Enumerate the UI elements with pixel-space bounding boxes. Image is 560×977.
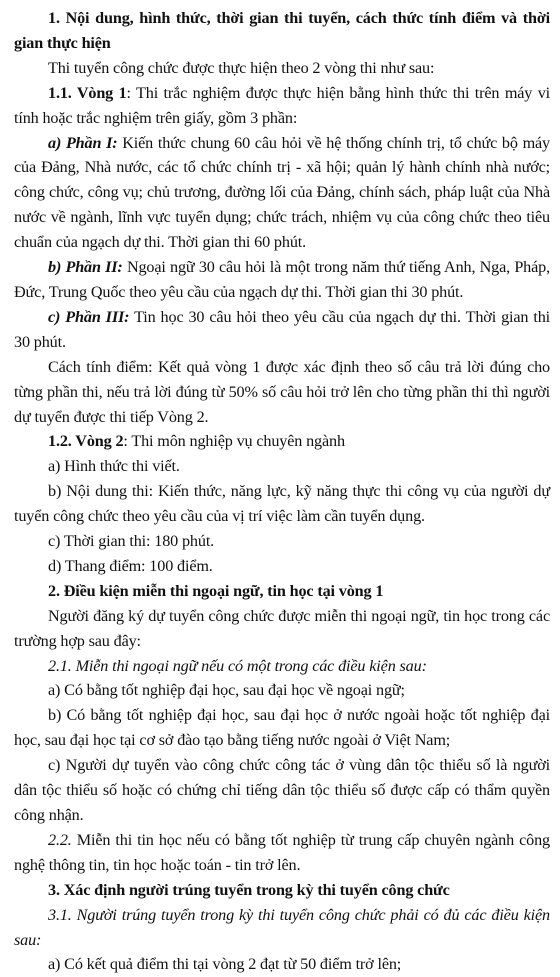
subsection-2-2-text: Miễn thi tin học nếu có bằng tốt nghiệp từ trung cấp chuyên ngành công nghệ thông tin, tin học hoặc toán - tin trở lên. [14,830,550,874]
part-2-text: Ngoại ngữ 30 câu hỏi là một trong năm thứ tiếng Anh, Nga, Pháp, Đức, Trung Quốc theo yêu cầu của ngạch dự thi. Thời gian thi 30 phút. [14,258,550,301]
subsection-2-1: 2.1. Miễn thi ngoại ngữ nếu có một trong các điều kiện sau: [48,656,427,675]
part-1-paragraph [14,131,550,256]
round-2-item-c: c) Thời gian thi: 180 phút. [48,532,215,551]
part-1-text: Kiến thức chung 60 câu hỏi về hệ thống chính trị, tổ chức bộ máy của Đảng, Nhà nước, các tổ chức chính trị - xã hội; quản lý hành chính nhà nước; công chức, công vụ; chủ trương, đường lối của Đảng, chính sách, pháp luật của Nhà nước về ngành, lĩnh vực tuyển dụng; chức trách, nhiệm vụ của công chức theo tiêu chuẩn của ngạch dự thi. Thời gian thi 60 phút. [14,133,550,252]
subsection-2-1-item-b: b) Có bằng tốt nghiệp đại học, sau đại học ở nước ngoài hoặc tốt nghiệp đại học, sau đại học tại cơ sở đào tạo bằng tiếng nước ngoài ở Việt Nam; [14,706,550,750]
scoring-paragraph: Cách tính điểm: Kết quả vòng 1 được xác định theo số câu trả lời đúng cho từng phần thi, nếu trả lời đúng từ 50% số câu hỏi trở lên cho từng phần thi thì người dự tuyển được thi tiếp Vòng 2. [14,357,550,426]
round-1-title: 1.1. Vòng 1 [48,83,127,102]
round-2-item-a: a) Hình thức thi viết. [48,457,180,476]
subsection-3-1-item-a: a) Có kết quả điểm thi tại vòng 2 đạt từ 50 điểm trở lên; [48,955,402,974]
subsection-3-1: 3.1. Người trúng tuyển trong kỳ thi tuyển công chức phải có đủ các điều kiện sau: [14,905,550,949]
round-2-text: : Thi môn nghiệp vụ chuyên ngành [123,432,345,451]
part-1-label: a) Phần I: [48,133,118,152]
round-2-title: 1.2. Vòng 2 [48,432,124,451]
subsection-2-2-label: 2.2. [48,830,72,849]
subsection-2-2 [14,828,550,878]
subsection-2-1-item-c: c) Người dự tuyển vào công chức công tác ở vùng dân tộc thiểu số là người dân tộc thiểu số hoặc có chứng chỉ tiếng dân tộc thiểu số được cấp có thẩm quyền công nhận. [14,756,550,824]
section-2-heading: 2. Điều kiện miễn thi ngoại ngữ, tin học tại vòng 1 [48,581,384,600]
section-1-heading: 1. Nội dung, hình thức, thời gian thi tuyển, cách thức tính điểm và thời gian thực hiện [14,9,550,52]
round-2-item-b: b) Nội dung thi: Kiến thức, năng lực, kỹ năng thực thi công vụ của người dự tuyển công chức theo yêu cầu của vị trí việc làm cần tuyển dụng. [14,482,550,526]
section-3-heading: 3. Xác định người trúng tuyển trong kỳ thi tuyển công chức [48,880,450,899]
part-3-text: Tin học 30 câu hỏi theo yêu cầu của ngạch dự thi. Thời gian thi 30 phút. [14,307,550,351]
part-2-paragraph [14,255,550,305]
round-2-paragraph [14,429,550,454]
round-2-item-d: d) Thang điểm: 100 điểm. [48,556,213,575]
round-1-paragraph [14,81,550,131]
part-3-label: c) Phần III: [48,307,130,326]
part-3-paragraph [14,305,550,355]
subsection-2-1-item-a: a) Có bằng tốt nghiệp đại học, sau đại học về ngoại ngữ; [48,681,405,700]
part-2-label: b) Phần II: [48,258,123,277]
section-2-intro: Người đăng ký dự tuyển công chức được miễn thi ngoại ngữ, tin học trong các trường hợp sau đây: [14,606,550,650]
round-1-text: : Thi trắc nghiệm được thực hiện bằng hình thức thi trên máy vi tính hoặc trắc nghiệm trên giấy, gồm 3 phần: [14,83,550,127]
intro-paragraph: Thi tuyển công chức được thực hiện theo 2 vòng thi như sau: [48,58,435,77]
